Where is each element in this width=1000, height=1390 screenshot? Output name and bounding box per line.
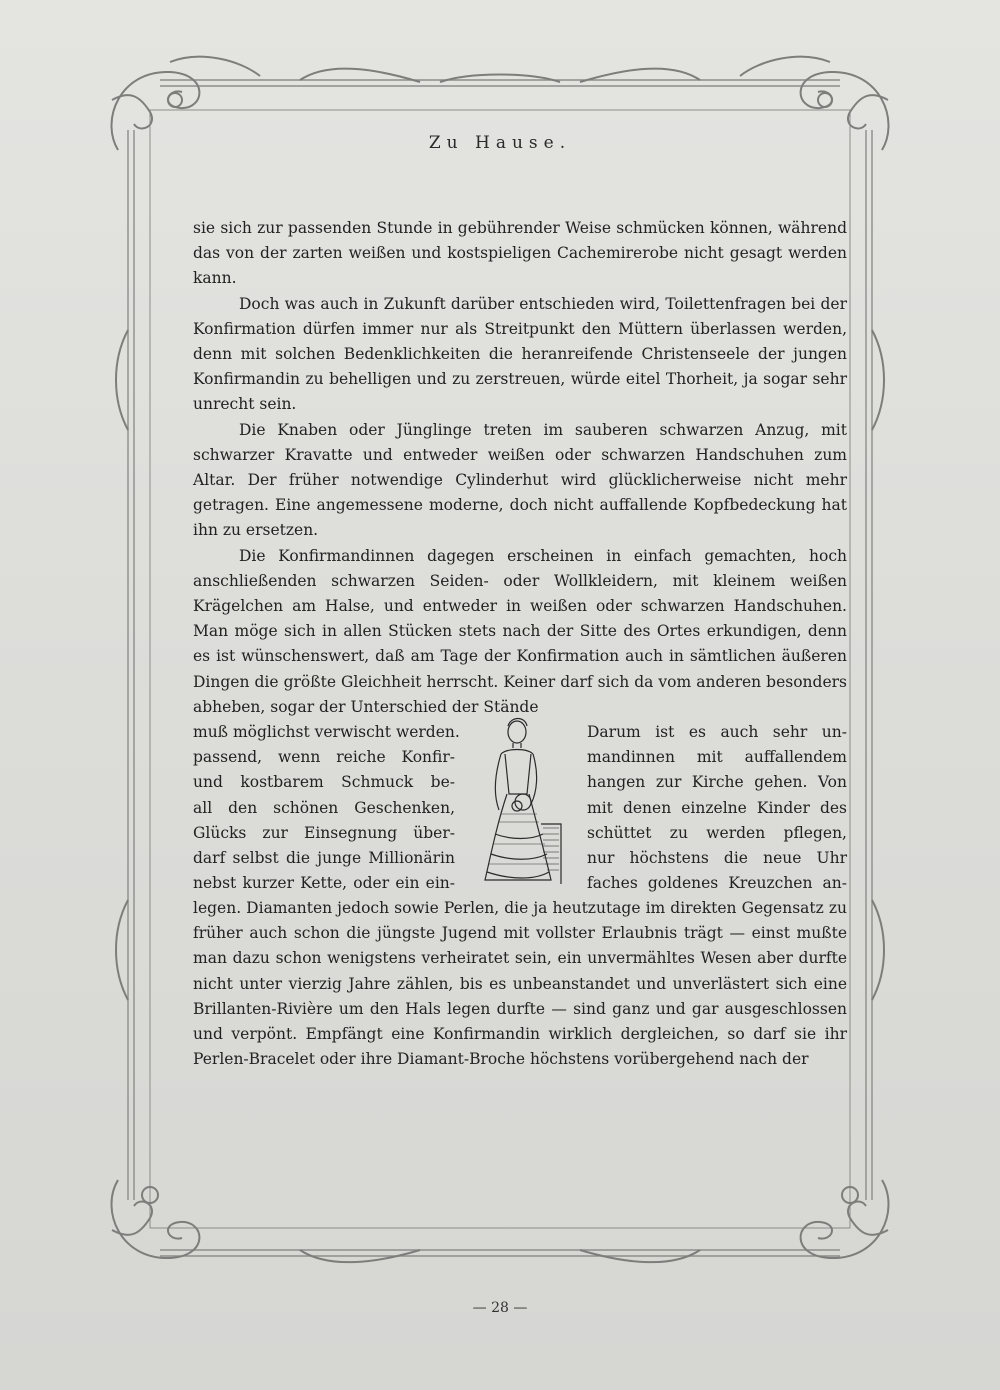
wrap-line: nebst kurzer Kette, oder ein ein-: [193, 874, 455, 893]
page-number: — 28 —: [472, 1300, 528, 1316]
paragraph-3: Die Knaben oder Jünglinge treten im sauberen schwarzen Anzug, mit schwarzer Kravatte und entweder weißen oder schwarzen Handschuhen zum Altar. Der früher notwendige Cylinderhut wird glücklicherweise nicht mehr getragen. Eine angemessene moderne, doch nicht auffallende Kopfbedeckung hat ihn zu ersetzen.: [193, 420, 847, 540]
wrap-column-left: [193, 720, 460, 896]
wrap-line: und kostbarem Schmuck be-: [193, 773, 455, 792]
wrap-line: darf selbst die junge Millionärin: [193, 849, 455, 868]
paragraph-1: sie sich zur passenden Stunde in gebührender Weise schmücken können, während das von der zarten weißen und kostspieligen Cachemirerobe nicht gesagt werden kann.: [193, 219, 847, 288]
wrap-line: hangen zur Kirche gehen. Von: [587, 773, 847, 792]
running-title: Zu Hause.: [428, 133, 572, 153]
paragraph-2: Doch was auch in Zukunft darüber entschieden wird, Toilettenfragen bei der Konfirmation dürfen immer nur als Streitpunkt den Müttern überlassen werden, denn mit solchen Bedenklichkeiten die heranreifende Christenseele der jungen Konfirmandin zu behelligen und zu zerstreuen, würde eitel Thorheit, ja sogar sehr unrecht sein.: [193, 294, 847, 414]
paragraph-5: legen. Diamanten jedoch sowie Perlen, die ja heutzutage im direkten Gegensatz zu früher auch schon die jüngste Jugend mit vollster Erlaubnis trägt — einst mußte man dazu schon wenigstens verheiratet sein, ein unvermähltes Wesen aber durfte nicht unter vierzig Jahre zählen, bis es unbeanstandet und unverlästert sich eine Brillanten-Rivière um den Hals legen durfte — sind ganz und gar ausgeschlossen und verpönt. Empfängt eine Konfirmandin wirklich dergleichen, so darf sie ihr Perlen-Bracelet oder ihre Diamant-Broche höchstens vorübergehend nach der: [193, 899, 847, 1069]
wrap-line: schüttet zu werden pflegen,: [587, 823, 847, 842]
wrap-column-right: [587, 720, 847, 896]
wrap-line: faches goldenes Kreuzchen an-: [587, 874, 847, 893]
paragraph-4: Die Konfirmandinnen dagegen erscheinen in einfach gemachten, hoch anschließenden schwarzen Seiden- oder Wollkleidern, mit kleinem weißen Krägelchen am Halse, und entweder in weißen oder schwarzen Handschuhen. Man möge sich in allen Stücken stets nach der Sitte des Ortes erkundigen, denn es ist wünschenswert, daß am Tage der Konfirmation auch in sämtlichen äußeren Dingen die größte Gleichheit herrscht. Keiner darf sich da vom anderen besonders abheben, sogar der Unterschied der Stände: [193, 546, 847, 716]
wrap-line: Darum ist es auch sehr un-: [587, 723, 847, 742]
wrap-line: mit denen einzelne Kinder des: [587, 798, 847, 817]
wrap-line: Glücks zur Einsegnung über-: [193, 823, 455, 842]
girl-in-dress-illustration: [471, 714, 575, 890]
main-text: [193, 216, 847, 1072]
wrap-line: all den schönen Geschenken,: [193, 798, 455, 817]
wrap-line: nur höchstens die neue Uhr: [587, 849, 847, 868]
figure-wrap-section: [193, 720, 847, 896]
wrap-line: muß möglichst verwischt werden.: [193, 723, 460, 742]
wrap-line: mandinnen mit auffallendem: [587, 748, 847, 767]
wrap-line: passend, wenn reiche Konfir-: [193, 748, 455, 767]
